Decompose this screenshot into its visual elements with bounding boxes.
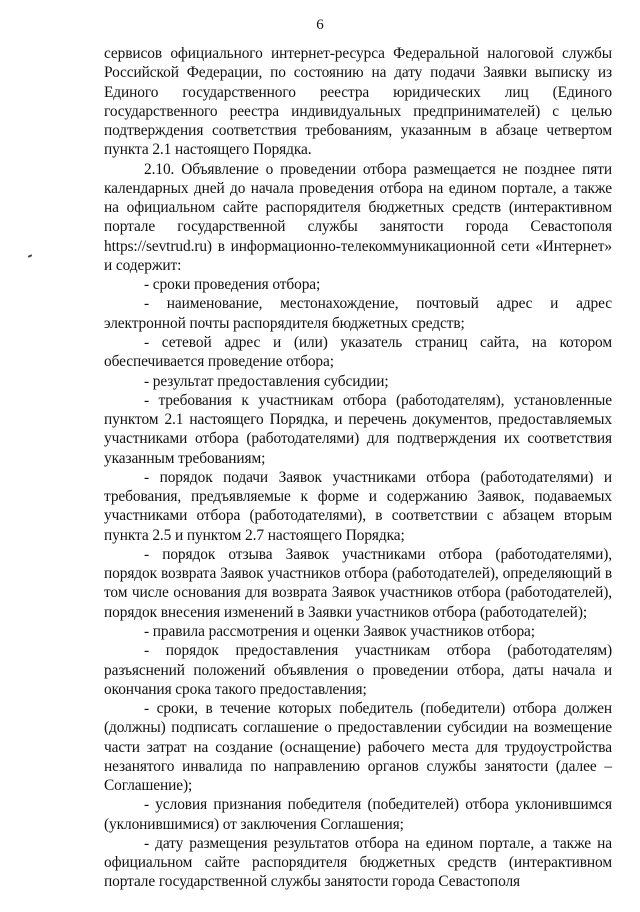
list-item: - дату размещения результатов отбора на едином портале, а также на официальном сайте распорядителя бюджетных средств (интерактивном портале государственной службы занятости города Севастополя [104, 834, 612, 891]
paragraph-1: сервисов официального интернет-ресурса Федеральной налоговой службы Российской Федерации, по состоянию на дату подачи Заявки выписку из Единого государственного реестра юридических лиц (Единого государственного реестра индивидуальных предпринимателей) с целью подтверждения соответствия требованиям, указанным в абзаце четвертом пункта 2.1 настоящего Порядка. [104, 45, 612, 159]
list-item: - наименование, местонахождение, почтовый адрес и адрес электронной почты распорядителя бюджетных средств; [104, 295, 612, 332]
list-item: - условия признания победителя (победителей) отбора уклонившимся (уклонившимися) от заключения Соглашения; [104, 796, 612, 833]
list-item: - порядок отзыва Заявок участниками отбора (работодателями), порядок возврата Заявок участников отбора (работодателей), определяющий в том числе основания для возврата Заявок участников отбора (работодателей), порядок внесения изменений в Заявки участников отбора (работодателей); [104, 545, 612, 621]
list-item: - требования к участникам отбора (работодателям), установленные пунктом 2.1 настоящего Порядка, и перечень документов, предоставляемых участниками отбора (работодателями) для подтверждения их соответствия указанным требованиям; [104, 391, 612, 467]
list-item: - порядок предоставления участникам отбора (работодателям) разъяснений положений объявления о проведении отбора, даты начала и окончания срока такого предоставления; [104, 642, 612, 698]
paragraph-2-10: 2.10. Объявление о проведении отбора размещается не позднее пяти календарных дней до начала проведения отбора на едином портале, а также на официальном сайте распорядителя бюджетных средств (интерактивном портале государственной службы занятости города Севастополя https://sevtrud.ru) в информационно-телекоммуникационной сети «Интернет» и содержит: [104, 160, 612, 274]
list-item: - сроки, в течение которых победитель (победители) отбора должен (должны) подписать соглашение о предоставлении субсидии на возмещение части затрат на создание (оснащение) рабочего места для трудоустройства незанятого инвалида по направлению органов службы занятости (далее – Соглашение); [104, 700, 612, 795]
list-item: - сроки проведения отбора; [144, 276, 321, 294]
document-body [104, 44, 612, 892]
scan-mark [28, 254, 32, 258]
list-item: - результат предоставления субсидии; [144, 372, 389, 390]
list-item: - сетевой адрес и (или) указатель страниц сайта, на котором обеспечивается проведение отбора; [104, 333, 612, 371]
list-item: - правила рассмотрения и оценки Заявок участников отбора; [144, 622, 535, 640]
list-item: - порядок подачи Заявок участниками отбора (работодателями) и требования, предъявляемые к форме и содержанию Заявок, подаваемых участниками отбора (работодателями), в соответствии с абзацем вторым пункта 2.5 и пунктом 2.7 настоящего Порядка; [104, 468, 612, 544]
page-number: 6 [316, 17, 324, 33]
